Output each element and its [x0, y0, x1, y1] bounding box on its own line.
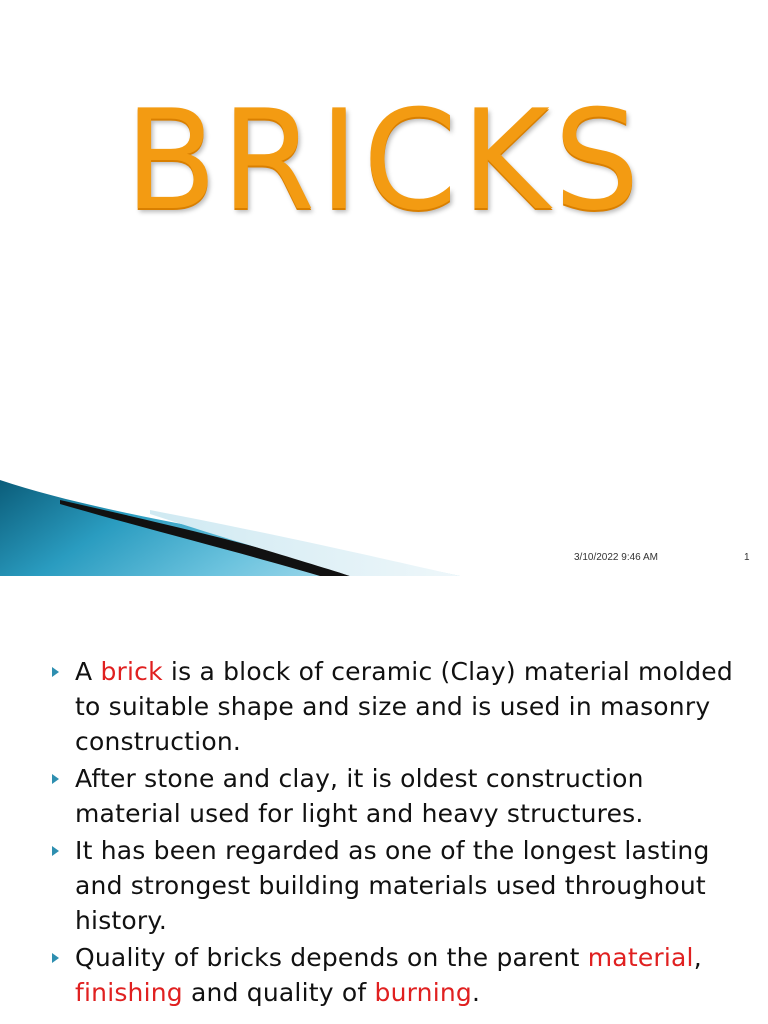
bullet-text: and quality of: [182, 978, 375, 1007]
bullet-list: [52, 654, 752, 1012]
bullet-text: Quality of bricks depends on the parent: [75, 943, 588, 972]
bullet-text: After stone and clay, it is oldest construction material used for light and heavy structures.: [75, 764, 644, 828]
content-slide: [0, 576, 768, 1024]
bullet-item: [52, 654, 752, 759]
triangle-right-icon: [52, 846, 59, 856]
bullet-text: It has been regarded as one of the longest lasting and strongest building materials used throughout history.: [75, 836, 710, 935]
bullet-item: [52, 761, 752, 831]
bullet-text: is a block of ceramic (Clay) material molded to suitable shape and size and is used in masonry construction.: [75, 657, 733, 756]
triangle-right-icon: [52, 667, 59, 677]
bullet-text: ,: [693, 943, 702, 972]
highlight-text: brick: [100, 657, 163, 686]
slide-title: BRICKS: [124, 80, 644, 241]
footer-date: 3/10/2022 9:46 AM: [574, 552, 658, 563]
footer-page-number: 1: [744, 552, 750, 563]
highlight-text: material: [587, 943, 694, 972]
triangle-right-icon: [52, 774, 59, 784]
bullet-item: [52, 833, 752, 938]
highlight-text: finishing: [75, 978, 183, 1007]
bullet-text: .: [471, 978, 481, 1007]
triangle-right-icon: [52, 953, 59, 963]
bullet-text: A: [75, 657, 101, 686]
highlight-text: burning: [374, 978, 472, 1007]
bullet-item: [52, 940, 752, 1010]
